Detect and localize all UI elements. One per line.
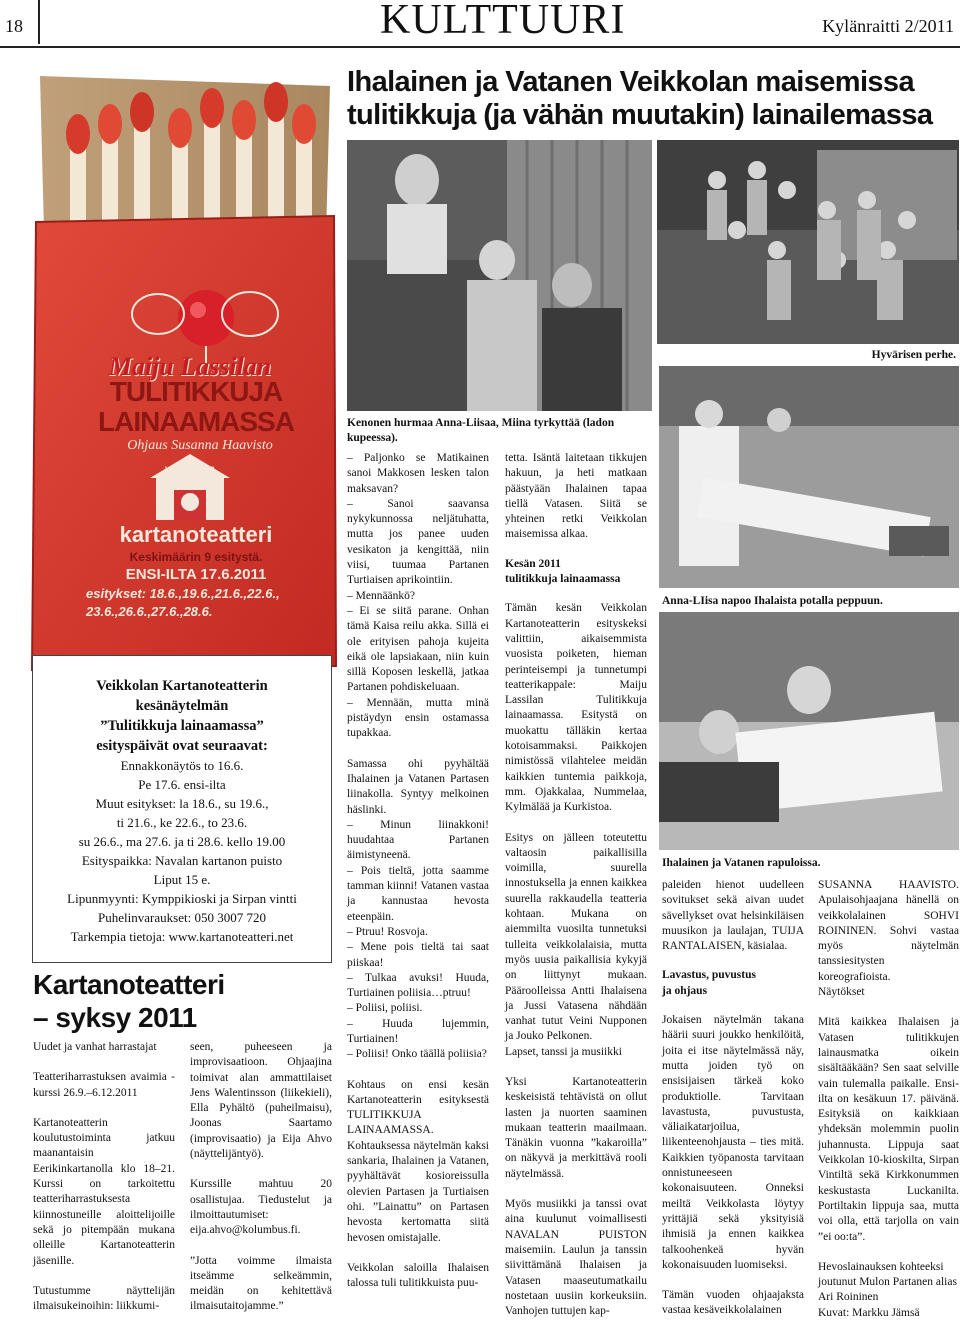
art-b-p8 [505,1182,647,1197]
info-line-9: su 26.6., ma 27.6. ja ti 28.6. kello 19.00 [78,834,286,849]
article-column-d [818,878,959,1321]
photo-potta-scene [659,366,959,588]
autumn-c2-p2 [190,1162,332,1177]
caption-charm: Kenonen hurmaa Anna-Liisaa, Miina tyrkyttää (ladon kupeessa). [347,417,615,444]
article-column-b [505,451,647,1319]
autumn-c2-p3: Kurssille mahtuu 20 osallistujaa. Tiedustelut ja ilmoittautumiset: eija.ahvo@kolumbus.fi. [190,1178,332,1237]
header-divider [38,0,40,44]
autumn-c2-p1: seen, puheeseen ja improvisaatioon. Ohjaajina toimivat alan ammattilaiset Jens Walentinsson (liikekieli), Ella Pyhältö (puheilmaisu), Joonas Saartamo (improvisaatio) ja Eija Ahvo (näyttelijäntyö). [190,1041,332,1161]
info-line-2: kesänäytelmän [135,698,229,714]
subhead-kesan-2011 [505,557,647,588]
art-a-p18 [347,1246,489,1261]
info-line-7: Muut esitykset: la 18.6., su 19.6., [95,796,269,811]
art-d-p4: Mitä kaikkea Ihalaisen ja Vatasen tulitikkujen lainausmatka oikein sisältääkään? Sen saat selville vain tulemalla paikalle. Ensi-ilta on kesäkuun 17. päivänä. Esityksiä on kaikkiaan yhdeksän molemmin puolin juhannusta. Lippuja saat Veikkolan 10-kioskilta, Sirpan Vintiltä sekä Kirkkonummen keskustasta Luckanilta. Portiltakin lippuja saa, mutta voi olla, että tarjolla on vain ”ei oo:ta”. [818,1016,959,1243]
header-rule [0,46,960,48]
art-a-p13: – Poliisi, poliisi. [347,1002,423,1015]
autumn-c1-p2 [33,1055,175,1070]
info-line-4: esityspäivät ovat seuraavat: [96,738,268,754]
art-a-p17: Kohtaus on ensi kesän Kartanoteatterin esityksestä TULITIKKUJA LAINAAMASSA. Kohtauksessa näytelmän kaksi sankaria, Ihalainen ja Vatanen, pyyhältävät kosioreissulla olevien Partasen ja Turtiaisen ohi. ”Lainattu” on Partasen hevosta kertomatta siitä hevosen omistajalle. [347,1078,489,1244]
art-a-p5: – Mennään, mutta minä pistäydyn ensin ostamassa tupakkaa. [347,696,489,740]
art-d-p5 [818,1245,959,1260]
art-a-p16 [347,1063,489,1078]
subhead-lavastus [662,968,804,999]
caption-family: Hyvärisen perhe. [871,349,956,361]
poster-note: Keskimäärin 9 esitystä. [129,550,263,564]
art-a-p12: – Tulkaa avuksi! Huuda, Turtiainen poliisia…ptruu! [347,971,489,1000]
photo-barn-scene [347,140,652,411]
art-a-p3: – Mennäänkö? [347,589,416,602]
art-b-p9: Myös musiikki ja tanssi ovat aina kuulunut voimallisesti NAVALAN PUISTON maisemiin. Laulun ja tanssin siivittämänä Ihalaisen ja Vatasen maaseutumatkailu nostetaan uusiin korkeuksiin. Vanhojen tuttujen kap- [505,1198,647,1318]
autumn-c1-p7: Tutustumme näyttelijän ilmaisukeinoihin: liikkumi- [33,1284,175,1313]
art-a-p2: – Sanoi saavansa nykykunnossa neljätuhatta, mutta jos panee uuden vesikaton ja kengittää, niin viisi, tuumaa Partanen Turtiaisen aprikointiin. [347,497,489,587]
info-line-1: Veikkolan Kartanoteatterin [96,678,268,694]
magnifier-lens-icon [178,290,234,346]
info-line-11: Liput 15 e. [153,872,211,887]
info-line-12: Lipunmyynti: Kymppikioski ja Sirpan vintti [67,891,297,906]
art-b-p1: tetta. Isäntä laitetaan tikkujen hakuun, ja heti matkaan päästyään Ihalainen tapaa tiellä Vatasen. Siitä se yhteinen retki Veikkolan maisemissa alkaa. [505,452,647,541]
poster-title-top: Maiju Lassilan [108,352,272,381]
art-a-p11: – Mene pois tieltä tai saat piiskaa! [347,941,489,969]
autumn-c1-p4 [33,1101,175,1116]
art-a-p10: – Ptruu! Rosvoja. [347,925,428,938]
art-a-p7: Samassa ohi pyyhältää Ihalainen ja Vatanen Partasen liinakolla. Syntyy melkoinen häslinki. [347,757,489,816]
photo-rapulat-scene [659,612,959,850]
page-header [0,0,960,50]
art-b-p7: Yksi Kartanoteatterin keskeisistä tehtävistä on ollut lasten ja nuorten saaminen mukaan teatterin maailmaan. Tänäkin vuonna ”kakaroilla” on näkyvä ja merkittävä rooli näytelmässä. [505,1075,647,1180]
subhead-kesan-2011-line1: Kesän 2011 [505,557,561,570]
article-column-c [662,878,804,1319]
poster-director: Ohjaus Susanna Haavisto [127,438,273,453]
art-a-p15: – Poliisi! Onko täällä poliisia? [347,1048,487,1061]
section-title: KULTTUURI [380,0,626,43]
info-line-3: ”Tulitikkuja lainaamassa” [100,718,264,734]
caption-rapul: Ihalainen ja Vatanen rapuloissa. [662,857,821,869]
poster-brand-small: veikkolan [164,462,216,476]
autumn-column-2 [190,1040,332,1315]
art-a-p19: Veikkolan saloilla Ihalaisen talossa tuli tulitikkuista puu- [347,1261,489,1290]
autumn-c1-p5: Kartanoteatterin koulutustoiminta jatkuu maanantaisin Eerikinkartanolla klo 18–21. Kurssi on tarkoitettu teatteriharrastuksesta kiinnostuneille aloittelijoille sekä jo pitempään mukana olleille Kartanoteatterin jäsenille. [33,1116,175,1267]
poster-title-main-2: LAINAAMASSA [98,406,294,437]
info-line-8: ti 21.6., ke 22.6., to 23.6. [116,815,248,830]
poster-brand-big: kartanoteatteri [119,522,273,547]
autumn-c2-p4 [190,1239,332,1254]
headline [347,66,959,132]
performance-info-box [32,655,332,963]
autumn-column-1 [33,1040,175,1314]
info-line-14: Tarkempia tietoja: www.kartanoteatteri.net [70,929,294,944]
art-a-p14: – Huuda lujemmin, Turtiainen! [347,1017,489,1045]
poster-title-main-1: TULITIKKUJA [109,376,283,407]
subhead-lavastus-line2: ja ohjaus [662,984,708,997]
autumn-title-line-2: – syksy 2011 [33,1002,197,1033]
art-c-p2: Jokaisen näytelmän takana häärii suuri joukko henkilöitä, joita ei itse näytelmässä näy, mutta joiden työ on ensisijaisen tärkeä koko produktiolle. Tarvitaan lavastusta, puvustusta, väliaikatarjoilua, liikenteenohjausta – ties mitä. Kaikkien työpanosta tarvitaan onnistuneeseen kokonaisuuteen. Onneksi meiltä Veikkolasta löytyy yrittäjiä sekä yksityisiä ihmisiä ja ennen kaikkea talkoohenkeä hyvän kokonaisuuden luomiseksi. [662,1014,804,1271]
photo-credit: Kuvat: Markku Jämsä [818,1306,920,1319]
autumn-c1-p6 [33,1269,175,1284]
page-number: 18 [5,16,23,36]
autumn-c1-p3: Teatteriharrastuksen avaimia -kurssi 26.9.–6.12.2011 [33,1071,175,1099]
subhead-lavastus-line1: Lavastus, puvustus [662,969,756,982]
art-c-p3 [662,1273,804,1288]
article-column-a [347,451,489,1291]
art-d-p6: Hevoslainauksen kohteeksi joutunut Mulon Partanen alias Ari Roininen [818,1260,957,1304]
art-c-p1: paleiden hienot uudelleen sovitukset sekä aivan uudet sävellykset ovat helsinkiläisen muusikon ja laulajan, TUIJA RANTALAISEN, käsialaa. [662,879,804,953]
art-a-p9: – Pois tieltä, jotta saamme tamman kiinni! Vatanen vastaa ja kannustaa hevosta eteenpäin. [347,864,489,923]
autumn-title-line-1: Kartanoteatteri [33,969,225,1000]
headline-line-2: tulitikkuja (ja vähän muutakin) lainailemassa [347,99,933,131]
autumn-title [33,968,333,1034]
art-a-p6 [347,742,489,757]
art-c-p4: Tämän vuoden ohjaajaksta vastaa kesäveikkolalainen [662,1289,804,1317]
photo-hyvarinen-family [657,140,959,344]
art-b-p3 [505,816,647,831]
art-b-p6 [505,1060,647,1075]
art-b-p5: Lapset, tanssi ja musiikki [505,1045,622,1058]
caption-napoo: Anna-LIisa napoo Ihalaista potalla peppuun. [662,595,883,607]
info-line-5: Ennakkonäytös to 16.6. [120,758,244,773]
subhead-kesan-2011-line2: tulitikkuja lainaamassa [505,573,621,586]
poster-dates-2: 23.6.,26.6.,27.6.,28.6. [86,604,213,619]
art-d-p2: Näytökset [818,986,865,999]
headline-line-1: Ihalainen ja Vatanen Veikkolan maisemissa [347,66,914,98]
issue-label: Kylänraitti 2/2011 [822,16,954,36]
info-line-13: Puhelinvaraukset: 050 3007 720 [98,910,266,925]
art-d-p3 [818,1000,959,1015]
art-a-p4: – Ei se siitä parane. Onhan tämä Kaisa reilu akka. Sillä ei ole erityisen pahoja kujeita eikä ole lapsiakaan, niin kuin sillä Koposen leskellä, jatkaa Partanen pohdiskeluaan. [347,604,489,694]
art-b-p2: Tämän kesän Veikkolan Kartanoteatterin esityskeksi valittiin, aikaisemmista vuosista poiketen, hieman perinteisempi ja tunnetumpi teatterikappale: Maiju Lassilan Tulitikkuja lainaamassa. Esitystä on muokattu tälläkin kertaa kotoisammaksi. Paikkojen nimistössä vilahtelee meidän kaikkien tuntemia paikkoja, mm. Ojakkalaa, Nummelaa, Kylmälää ja Kurkistoa. [505,602,647,814]
info-line-10: Esityspaikka: Navalan kartanon puisto [81,853,283,868]
art-d-p1: SUSANNA HAAVISTO. Apulaisohjaajana hänellä on veikkolalainen SOHVI ROININEN. Sohvi vastaa myös näytelmän tanssiesitysten koreografioista. [818,879,959,983]
autumn-c2-p5: ”Jotta voimme ilmaista itseämme selkeämmin, meidän on kehitettävä ilmaisutaitojamme.” [190,1254,332,1313]
poster-dates-1: esitykset: 18.6.,19.6.,21.6.,22.6., [86,586,280,601]
info-line-6: Pe 17.6. ensi-ilta [138,777,226,792]
matchbox-poster-image [30,66,342,678]
autumn-c1-p1: Uudet ja vanhat harrastajat [33,1041,157,1053]
art-b-p4: Esitys on jälleen toteutettu valtaosin paikallisilla voimilla, suurella innostuksella ja ennen kaikkea suurella rakkaudella teatteria kohtaan. Mukana on aiemmilta vuosilta tunnetuksi tulleita veikkolalaisia, mutta myös uusia paikallisia kykyjä on liittynyt mukaan. Pääroolleissa Antti Ihalaisena ja Jussi Vatasena nähdään vanhat tutut Veini Nupponen ja Jouko Pelkonen. [505,831,647,1043]
poster-premiere: ENSI-ILTA 17.6.2011 [125,566,267,583]
art-a-p8: – Minun liinakkoni! huudahtaa Partanen äimistyneenä. [347,818,489,862]
art-a-p1: – Paljonko se Matikainen sanoi Makkosen lesken talon maksavan? [347,452,489,495]
